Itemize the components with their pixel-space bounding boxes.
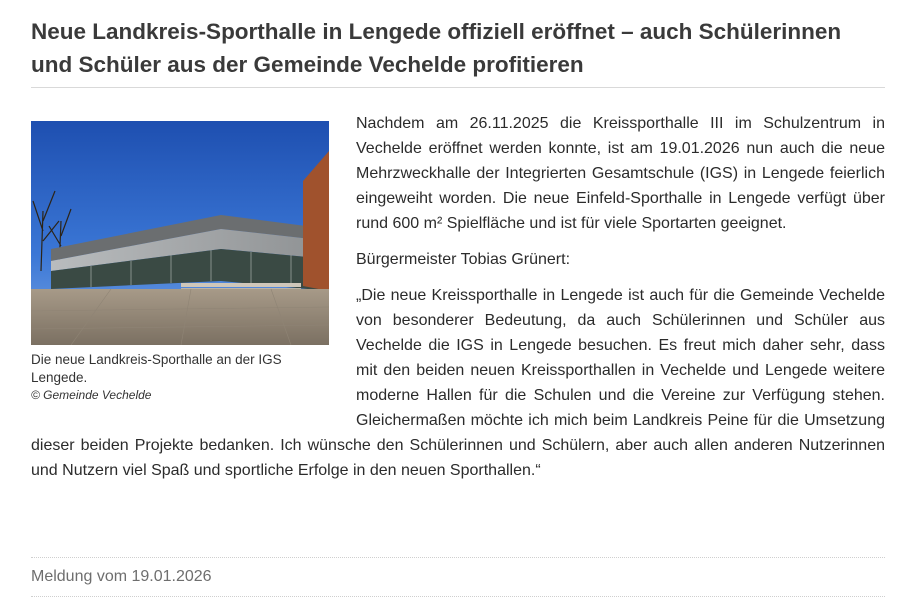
article-title: Neue Landkreis-Sporthalle in Lengede offiziell eröffnet – auch Schülerinnen und Schüler aus der Gemeinde Vechelde profitieren [31, 19, 842, 77]
article-figure [31, 121, 329, 403]
photo-credit: © Gemeinde Vechelde [31, 388, 152, 402]
publication-date: Meldung vom 19.01.2026 [31, 568, 212, 585]
paragraph-speaker: Bürgermeister Tobias Grünert: [356, 251, 571, 268]
footer-divider-bottom [31, 596, 885, 597]
sports-hall-photo[interactable] [31, 121, 329, 345]
figure-caption: Die neue Landkreis-Sporthalle an der IGS Lengede. [31, 352, 282, 385]
paragraph-quote: „Die neue Kreissporthalle in Lengede ist auch für die Gemeinde Vechelde von besonderer Bedeutung, da auch Schülerinnen und Schüler aus Vechelde die IGS in Lengede besuchen. Es freut mich daher sehr, dass mit den beiden neuen Kreissporthallen in Vechelde und Lengede weitere moderne Hallen für die Schulen und die Vereine zur Verfügung stehen. Gleichermaßen möchte ich mich beim Landkreis Peine für die Umsetzung dieser beiden Projekte bedanken. Ich wünsche den Schülerinnen und Schülern, aber auch allen anderen Nutzerinnen und Nutzern viel Spaß und sportliche Erfolge in den neuen Sporthallen.“ [31, 287, 885, 479]
title-divider [31, 87, 885, 88]
paragraph-intro: Nachdem am 26.11.2025 die Kreissporthalle III im Schulzentrum in Vechelde eröffnet werden konnte, ist am 19.01.2026 nun auch die neue Mehrzweckhalle der Integrierten Gesamtschule (IGS) in Lengede feierlich eingeweiht worden. Die neue Einfeld-Sporthalle in Lengede verfügt über rund 600 m² Spielfläche und ist für viele Sportarten geeignet. [356, 115, 885, 232]
footer-divider-top [31, 557, 885, 558]
